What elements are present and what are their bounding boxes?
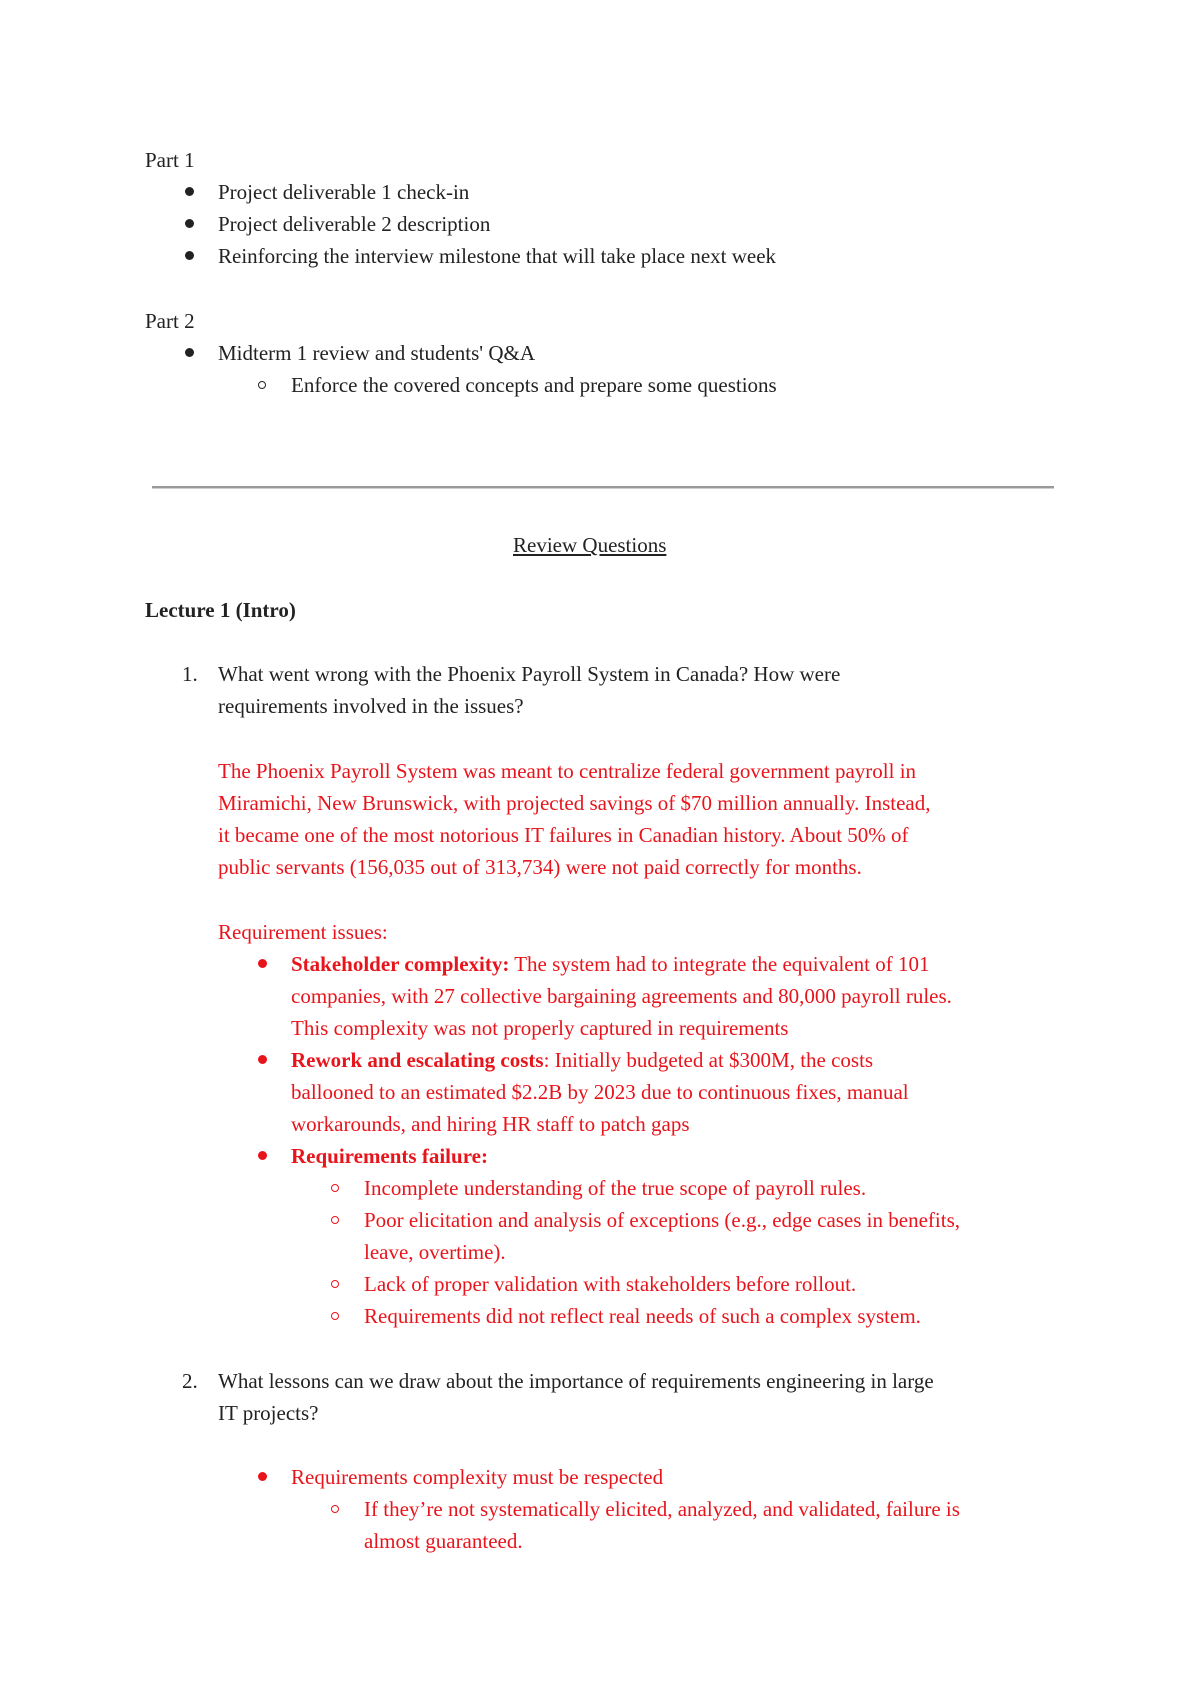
question-1-line-1: What went wrong with the Phoenix Payroll System in Canada? How were [218,662,841,686]
bullet-icon [185,219,194,228]
requirement-issues-label: Requirement issues: [218,920,388,944]
issue-2-line-2: ballooned to an estimated $2.2B by 2023 due to continuous fixes, manual [291,1080,909,1104]
part2-heading: Part 2 [145,309,195,333]
question-2-number: 2. [182,1369,198,1393]
lesson-bullet: Requirements complexity must be respected [291,1465,664,1489]
bullet-icon [258,1472,267,1481]
issue-1-line-2: companies, with 27 collective bargaining agreements and 80,000 payroll rules. [291,984,952,1008]
hollow-bullet-icon [258,381,266,389]
bullet-icon [185,348,194,357]
lesson-subitem-line-1: If they’re not systematically elicited, analyzed, and validated, failure is [364,1497,960,1521]
hollow-bullet-icon [331,1312,339,1320]
bullet-icon [258,1151,267,1160]
question-1-line-2: requirements involved in the issues? [218,694,524,718]
answer-1-line-3: it became one of the most notorious IT failures in Canadian history. About 50% of [218,823,909,847]
issue-3-title: Requirements failure: [291,1144,488,1168]
part1-heading: Part 1 [145,148,195,172]
issue-1-text: The system had to integrate the equivalent of 101 [509,952,930,976]
failure-item-2-line-2: leave, overtime). [364,1240,506,1264]
bullet-icon [258,959,267,968]
failure-item-1: Incomplete understanding of the true scope of payroll rules. [364,1176,867,1200]
bullet-icon [258,1055,267,1064]
issue-2-line-1 [291,1044,873,1076]
issue-2-line-3: workarounds, and hiring HR staff to patch gaps [291,1112,690,1136]
horizontal-divider [152,486,1054,489]
hollow-bullet-icon [331,1280,339,1288]
part1-item-3: Reinforcing the interview milestone that will take place next week [218,244,777,268]
hollow-bullet-icon [331,1505,339,1513]
failure-item-4: Requirements did not reflect real needs of such a complex system. [364,1304,921,1328]
question-2-line-2: IT projects? [218,1401,319,1425]
hollow-bullet-icon [331,1184,339,1192]
part1-item-1: Project deliverable 1 check-in [218,180,470,204]
answer-1-line-1: The Phoenix Payroll System was meant to centralize federal government payroll in [218,759,917,783]
part1-item-2: Project deliverable 2 description [218,212,491,236]
issue-1-line-3: This complexity was not properly captured in requirements [291,1016,789,1040]
review-title: Review Questions [513,533,667,557]
bullet-icon [185,251,194,260]
failure-item-2-line-1: Poor elicitation and analysis of exceptions (e.g., edge cases in benefits, [364,1208,960,1232]
part2-item-1: Midterm 1 review and students' Q&A [218,341,535,365]
issue-2-title: Rework and escalating costs [291,1048,544,1072]
issue-2-text: : Initially budgeted at $300M, the costs [543,1048,874,1072]
answer-1-line-4: public servants (156,035 out of 313,734) were not paid correctly for months. [218,855,862,879]
answer-1-line-2: Miramichi, New Brunswick, with projected savings of $70 million annually. Instead, [218,791,931,815]
hollow-bullet-icon [331,1216,339,1224]
question-2-line-1: What lessons can we draw about the importance of requirements engineering in large [218,1369,934,1393]
issue-1-title: Stakeholder complexity: [291,952,510,976]
failure-item-3: Lack of proper validation with stakeholders before rollout. [364,1272,857,1296]
lecture-heading: Lecture 1 (Intro) [145,598,296,622]
part2-subitem-1: Enforce the covered concepts and prepare some questions [291,373,777,397]
question-1-number: 1. [182,662,198,686]
lesson-subitem-line-2: almost guaranteed. [364,1529,523,1553]
issue-1-line-1 [291,948,929,980]
bullet-icon [185,187,194,196]
